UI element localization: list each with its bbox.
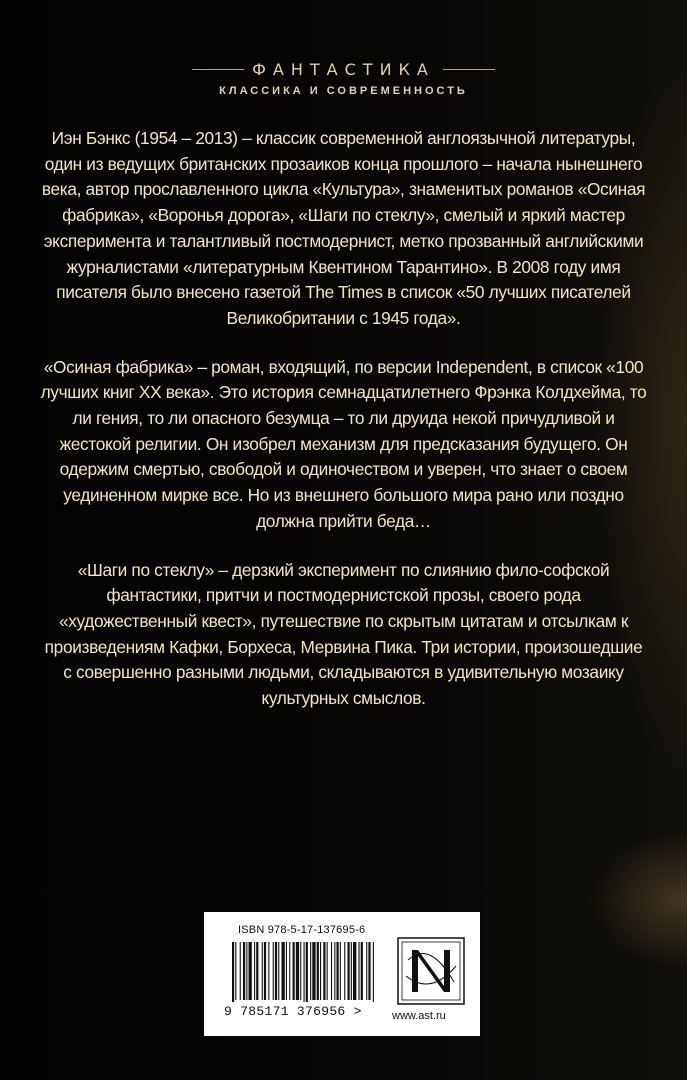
blurb-paragraph-author: Иэн Бэнкс (1954 – 2013) – классик современной англоязычной литературы, один из ведущих британских прозаиков конца прошлого – начала нынешнего века, автор прославленного цикла «Культура», знаменитых романов «Осиная фабрика», «Воронья дорога», «Шаги по стеклу», смелый и яркий мастер эксперимента и талантливый постмодернист, метко прозванный английскими журналистами «литературным Квентином Тарантино». В 2008 году имя писателя было внесено газетой The Times в список «50 лучших писателей Великобритании с 1945 года».: [41, 128, 646, 328]
series-title: ФАНТАСТИКА: [252, 60, 435, 79]
blurb-paragraph-walking-on-glass: «Шаги по стеклу» – дерзкий эксперимент по слиянию фило-софской фантастики, притчи и постмодернистской прозы, своего рода «художественный квест», путешествие по скрытым цитатам и отсылкам к произведениям Кафки, Борхеса, Мервина Пика. Три истории, произошедшие с совершенно разными людьми, складываются в удивительную мозаику культурных смыслов.: [44, 559, 643, 709]
series-subtitle: КЛАССИКА И СОВРЕМЕННОСТЬ: [219, 85, 468, 97]
blurb-paragraph-wasp-factory: «Осиная фабрика» – роман, входящий, по версии Independent, в список «100 лучших книг XX века». Это история семнадцатилетнего Фрэнка Колдхейма, то ли гения, то ли опасного безумца – то ли друида некой причудливой и жестокой религии. Он изобрел механизм для предсказания будущего. Он одержим смертью, свободой и одиночеством и уверен, что знает о своем уединенном мирке все. Но из внешнего большого мира рано или поздно должна прийти беда…: [40, 356, 647, 531]
barcode-digits: 9 785171 376956 >: [224, 1004, 362, 1019]
publisher-site: www.ast.ru: [392, 1010, 446, 1022]
series-header: [0, 60, 687, 97]
barcode-bars-icon: [230, 942, 380, 1002]
ast-n-monogram-icon: [396, 936, 466, 1006]
series-rule-left: [192, 69, 244, 70]
series-rule-right: [443, 69, 495, 70]
blurb: [40, 126, 647, 735]
isbn-label: ISBN 978-5-17-137695-6: [238, 924, 366, 936]
series-title-line: [0, 60, 687, 79]
barcode-panel: [204, 912, 480, 1036]
